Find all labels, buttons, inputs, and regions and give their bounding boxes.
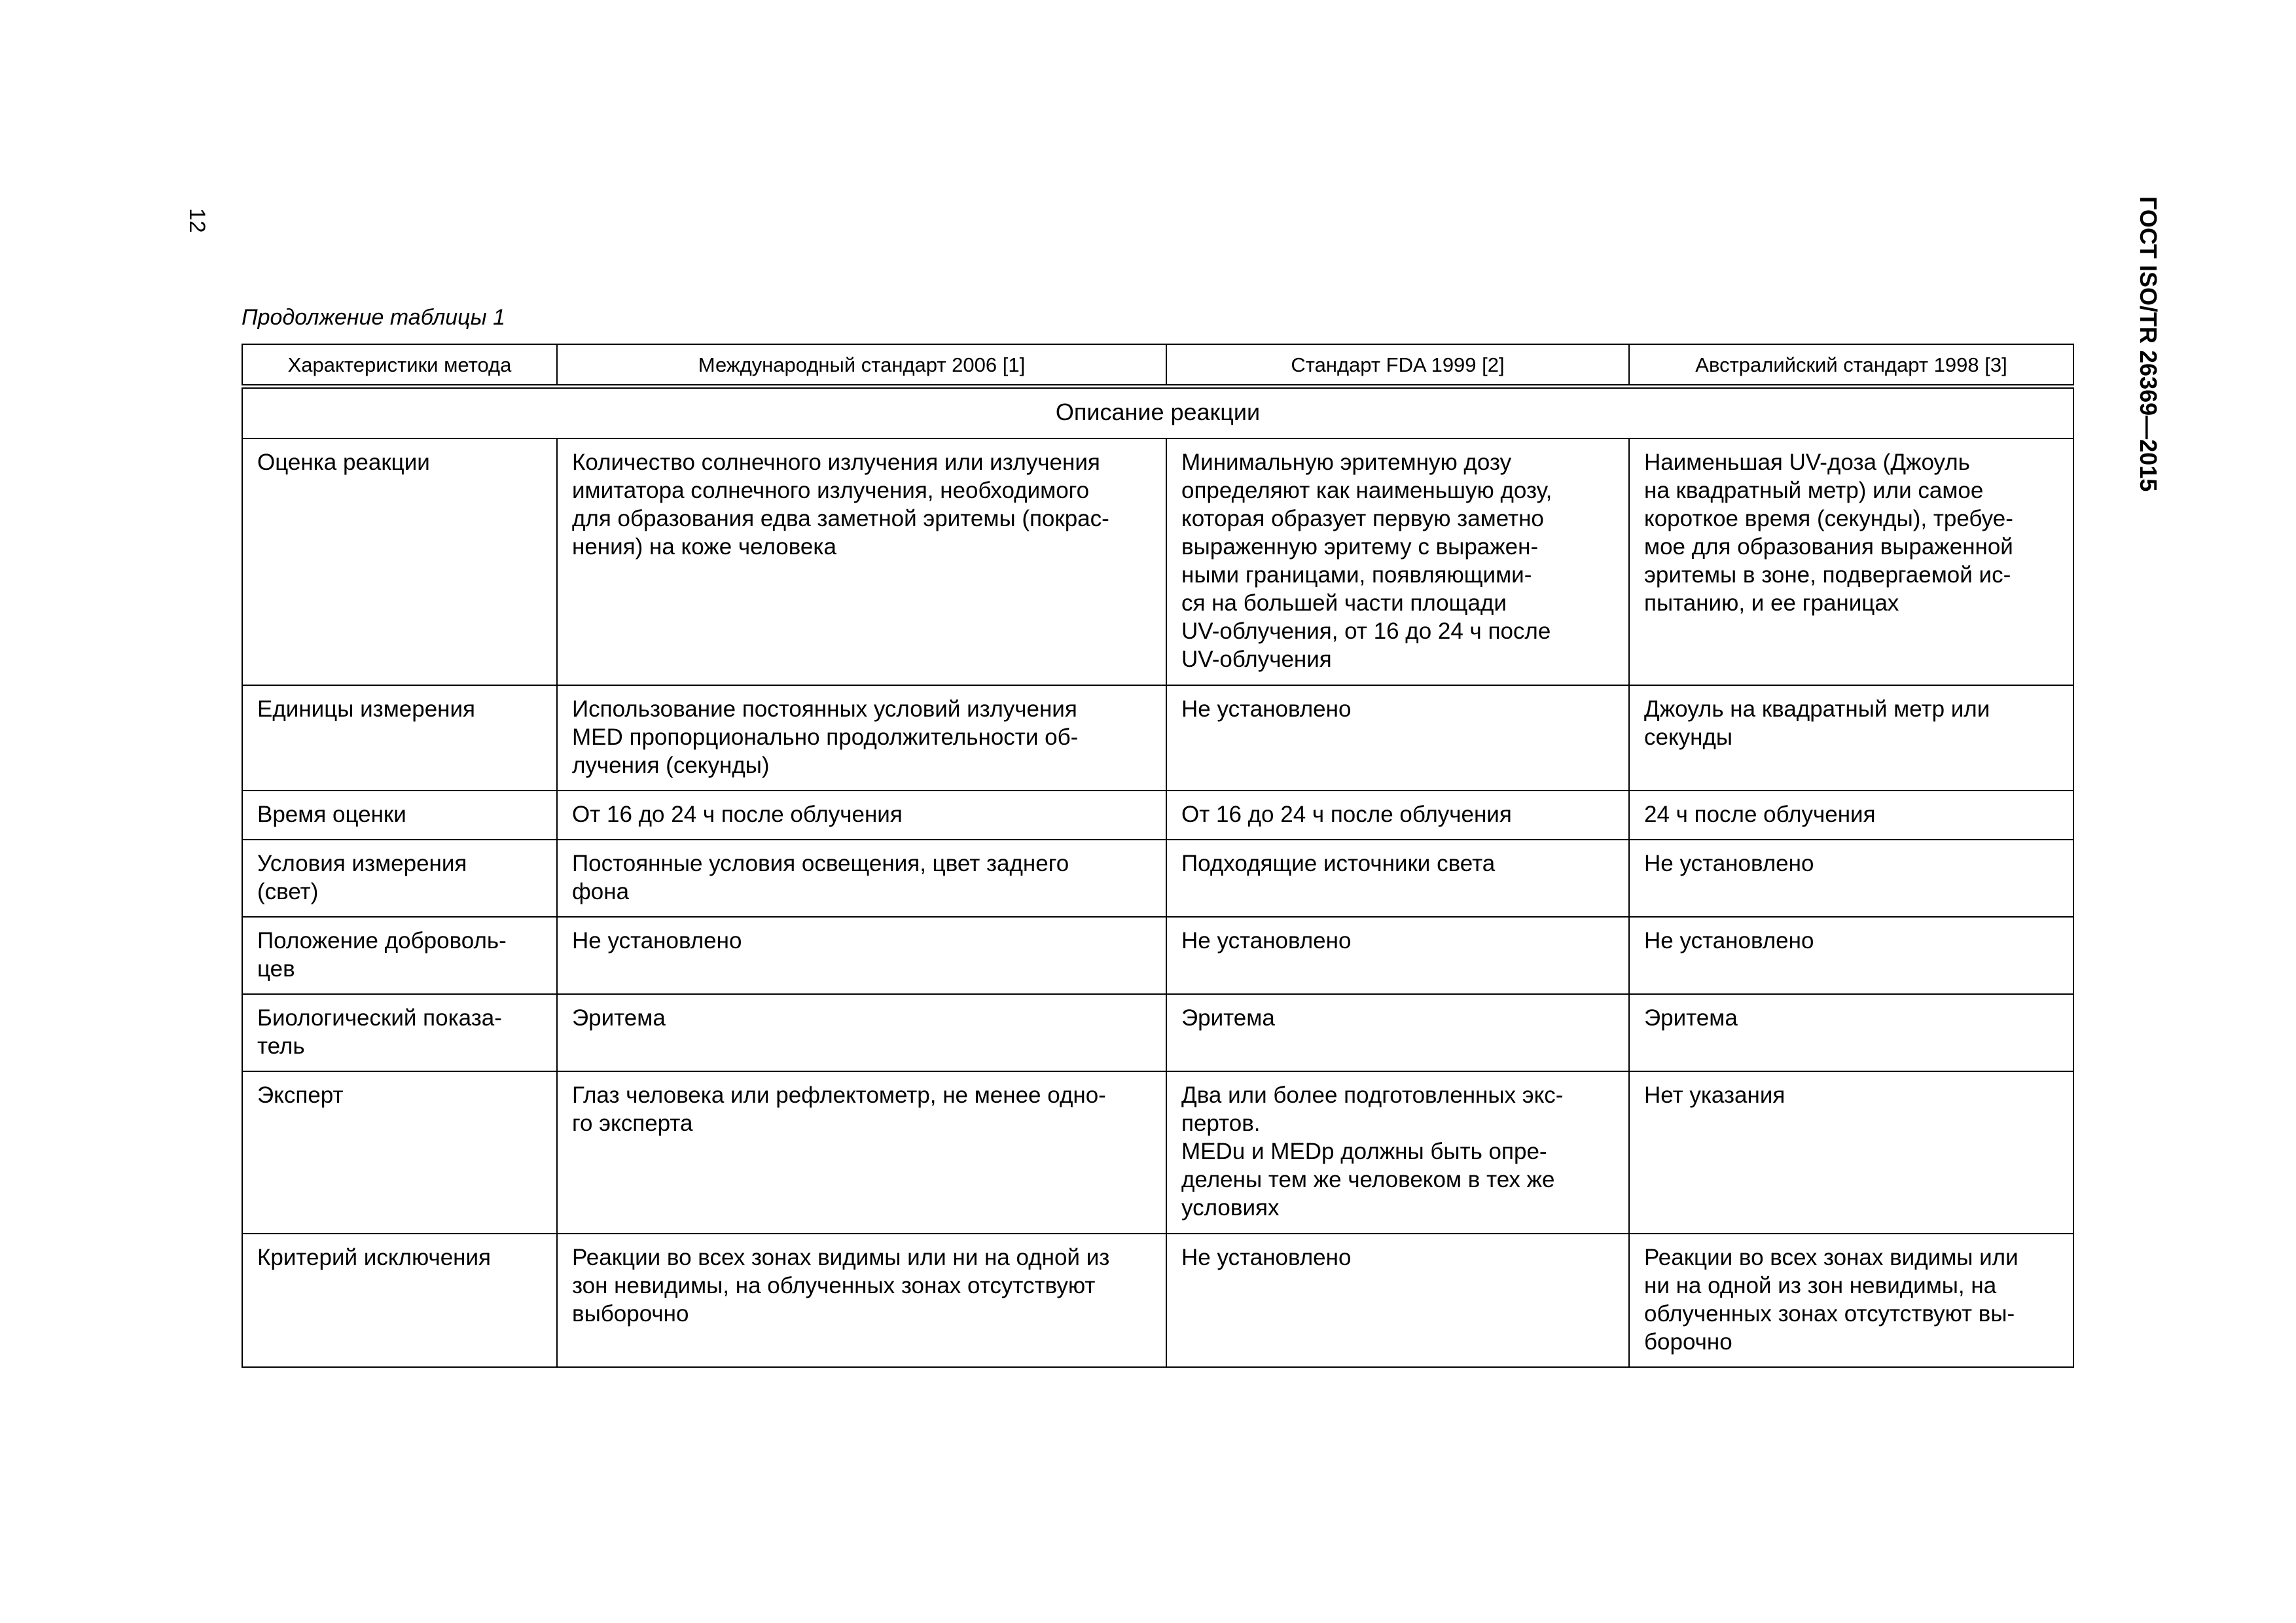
table-row [242,791,2073,840]
cell-australian: Нет указания [1629,1071,2073,1234]
cell-australian: Джоуль на квадратный метр или секунды [1629,685,2073,791]
cell-australian: Не установлено [1629,840,2073,917]
row-label: Единицы измерения [242,685,557,791]
characteristics-table [242,344,2074,1368]
cell-international: От 16 до 24 ч после облучения [557,791,1166,840]
row-label: Эксперт [242,1071,557,1234]
row-label: Оценка реакции [242,438,557,685]
cell-international: Постоянные условия освещения, цвет заднего фона [557,840,1166,917]
cell-international: Использование постоянных условий излучения MED пропорционально продолжительности об- лучения (секунды) [557,685,1166,791]
document-code-text: ГОСТ ISO/TR 26369—2015 [2135,196,2162,492]
table-header-row [242,344,2073,387]
cell-international: Не установлено [557,917,1166,994]
row-label: Время оценки [242,791,557,840]
table-row [242,840,2073,917]
cell-australian: Эритема [1629,994,2073,1071]
cell-international: Эритема [557,994,1166,1071]
cell-fda: Эритема [1166,994,1629,1071]
table-row [242,1234,2073,1367]
table-continuation-label: Продолжение таблицы 1 [242,305,505,330]
table-row [242,438,2073,685]
section-title: Описание реакции [242,387,2073,439]
cell-fda: Два или более подготовленных экс- пертов. MEDu и MEDp должны быть опре- делены тем же человеком в тех же условиях [1166,1071,1629,1234]
cell-australian: Реакции во всех зонах видимы или ни на одной из зон невидимы, на облученных зонах отсутствуют вы- борочно [1629,1234,2073,1367]
header-cell-characteristics: Характеристики метода [242,344,557,387]
cell-international: Реакции во всех зонах видимы или ни на одной из зон невидимы, на облученных зонах отсутствуют выборочно [557,1234,1166,1367]
cell-international: Количество солнечного излучения или излучения имитатора солнечного излучения, необходимого для образования едва заметной эритемы (покрас- нения) на коже человека [557,438,1166,685]
cell-australian: Наименьшая UV-доза (Джоуль на квадратный метр) или самое короткое время (секунды), требуе- мое для образования выраженной эритемы в зоне, подвергаемой ис- пытанию, и ее границах [1629,438,2073,685]
cell-fda: Не установлено [1166,1234,1629,1367]
cell-australian: 24 ч после облучения [1629,791,2073,840]
row-label: Критерий исключения [242,1234,557,1367]
cell-australian: Не установлено [1629,917,2073,994]
cell-fda: Минимальную эритемную дозу определяют как наименьшую дозу, которая образует первую заметно выраженную эритему с выражен- ными границами, появляющими- ся на большей части площади UV-облучения, от 16 до 24 ч после UV-облучения [1166,438,1629,685]
table-row [242,1071,2073,1234]
table-row [242,685,2073,791]
cell-fda: Не установлено [1166,685,1629,791]
cell-fda: От 16 до 24 ч после облучения [1166,791,1629,840]
row-label: Положение доброволь- цев [242,917,557,994]
cell-fda: Подходящие источники света [1166,840,1629,917]
header-cell-fda: Стандарт FDA 1999 [2] [1166,344,1629,387]
table-row [242,994,2073,1071]
page-number-text: 12 [185,208,209,233]
cell-international: Глаз человека или рефлектометр, не менее одно- го эксперта [557,1071,1166,1234]
row-label: Биологический показа- тель [242,994,557,1071]
header-cell-international: Международный стандарт 2006 [1] [557,344,1166,387]
section-row [242,387,2073,439]
header-cell-australian: Австралийский стандарт 1998 [3] [1629,344,2073,387]
row-label: Условия измерения (свет) [242,840,557,917]
cell-fda: Не установлено [1166,917,1629,994]
table-row [242,917,2073,994]
